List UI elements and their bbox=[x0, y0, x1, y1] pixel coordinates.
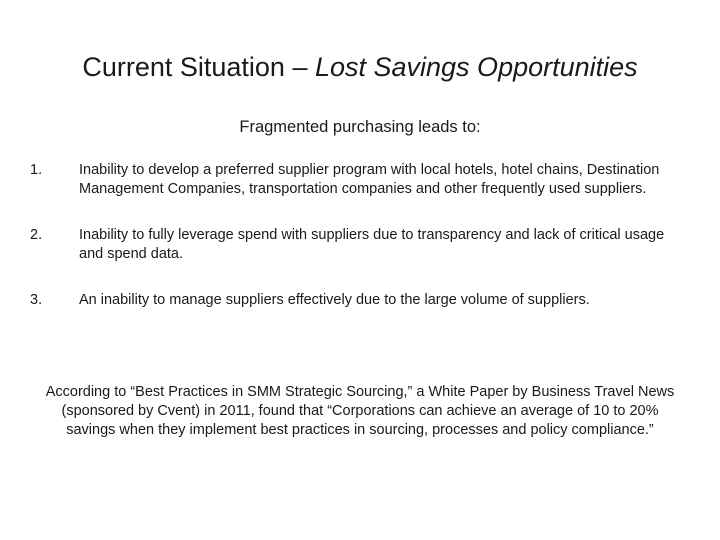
list-item-number: 1. bbox=[30, 162, 43, 178]
slide-subtitle: Fragmented purchasing leads to: bbox=[239, 118, 481, 136]
quote-paragraph: According to “Best Practices in SMM Strategic Sourcing,” a White Paper by Business Travel News (sponsored by Cvent) in 2011, found that “Corporations can achieve an average of 10 to 20% savings when they implement best practices in sourcing, processes and policy compliance.” bbox=[45, 384, 675, 438]
slide-title-main: Current Situation – bbox=[82, 52, 315, 82]
list-item-number: 2. bbox=[30, 227, 43, 243]
list-item-number: 3. bbox=[30, 292, 43, 308]
list-item-text: An inability to manage suppliers effectively due to the large volume of suppliers. bbox=[79, 292, 590, 308]
list-item-text: Inability to fully leverage spend with suppliers due to transparency and lack of critical usage and spend data. bbox=[79, 227, 665, 262]
list-item-text: Inability to develop a preferred supplier program with local hotels, hotel chains, Destination Management Companies, transportation companies and other frequently used suppliers. bbox=[79, 162, 660, 197]
slide-title-italic: Lost Savings Opportunities bbox=[314, 52, 638, 82]
slide-title bbox=[0, 50, 720, 84]
list-item bbox=[30, 161, 690, 199]
list-item bbox=[30, 226, 690, 264]
numbered-list bbox=[30, 161, 690, 310]
list-item bbox=[30, 291, 690, 310]
